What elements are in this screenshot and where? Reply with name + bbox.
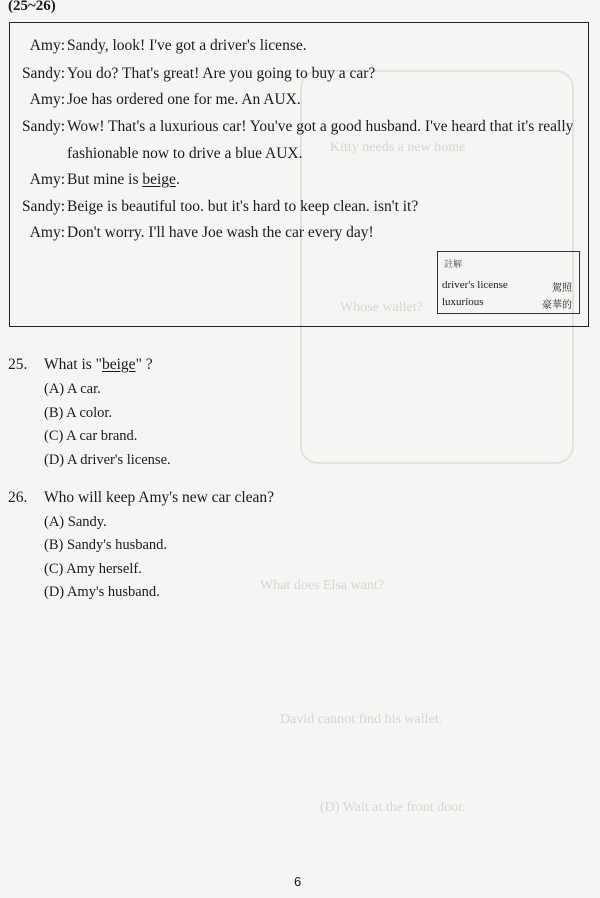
underlined-word: beige (101, 356, 136, 373)
utterance: Don't worry. I'll have Joe wash the car every day! (67, 224, 374, 241)
answer-option[interactable]: (A) A car. (44, 381, 101, 397)
bleed-through-text: David cannot find his wallet. (280, 712, 443, 727)
vocabulary-term: luxurious (442, 296, 484, 308)
speaker: Sandy: (21, 198, 65, 215)
question-text-part: " ? (135, 356, 153, 373)
answer-option[interactable]: (C) A car brand. (44, 428, 138, 444)
utterance: Joe has ordered one for me. An AUX. (67, 91, 301, 108)
question-number: 26. (8, 489, 28, 506)
answer-option[interactable]: (D) Amy's husband. (44, 584, 160, 600)
utterance: Beige is beautiful too. but it's hard to keep clean. isn't it? (67, 198, 419, 215)
question-text (44, 356, 153, 374)
utterance-text: But mine is (67, 171, 143, 188)
utterance-continuation: fashionable now to drive a blue AUX. (67, 145, 303, 162)
bleed-through-text: (D) Wait at the front door. (320, 800, 466, 815)
speaker: Amy: (29, 224, 65, 241)
answer-option[interactable]: (C) Amy herself. (44, 561, 142, 577)
utterance: Wow! That's a luxurious car! You've got a good husband. I've heard that it's really (67, 118, 574, 135)
answer-option[interactable]: (B) A color. (44, 405, 113, 421)
utterance: Sandy, look! I've got a driver's license. (67, 37, 307, 54)
page-number: 6 (294, 874, 302, 889)
speaker: Amy: (29, 171, 65, 188)
speaker: Amy: (29, 91, 65, 108)
speaker: Sandy: (21, 118, 65, 135)
utterance: You do? That's great! Are you going to buy a car? (67, 65, 376, 82)
question-range: (25~26) (8, 0, 56, 14)
answer-option[interactable]: (A) Sandy. (44, 514, 107, 530)
bleed-through-text: Whose wallet? (340, 300, 423, 315)
vocabulary-meaning: 駕照 (552, 283, 572, 294)
bleed-through-text: Kitty needs a new home (330, 140, 466, 155)
vocabulary-meaning: 豪華的 (542, 300, 572, 311)
question-text-part: What is " (44, 356, 102, 373)
question-number: 25. (8, 356, 28, 373)
underlined-word: beige (142, 171, 176, 188)
bleed-through-text: What does Elsa want? (260, 578, 385, 593)
speaker: Sandy: (21, 65, 65, 82)
vocabulary-header: 註解 (444, 259, 463, 269)
vocabulary-box (437, 251, 580, 314)
answer-option[interactable]: (B) Sandy's husband. (44, 537, 168, 553)
speaker: Amy: (29, 37, 65, 54)
utterance (67, 171, 180, 189)
question-text: Who will keep Amy's new car clean? (44, 489, 275, 506)
utterance-text: . (175, 171, 180, 188)
vocabulary-term: driver's license (442, 279, 508, 291)
answer-option[interactable]: (D) A driver's license. (44, 452, 171, 468)
